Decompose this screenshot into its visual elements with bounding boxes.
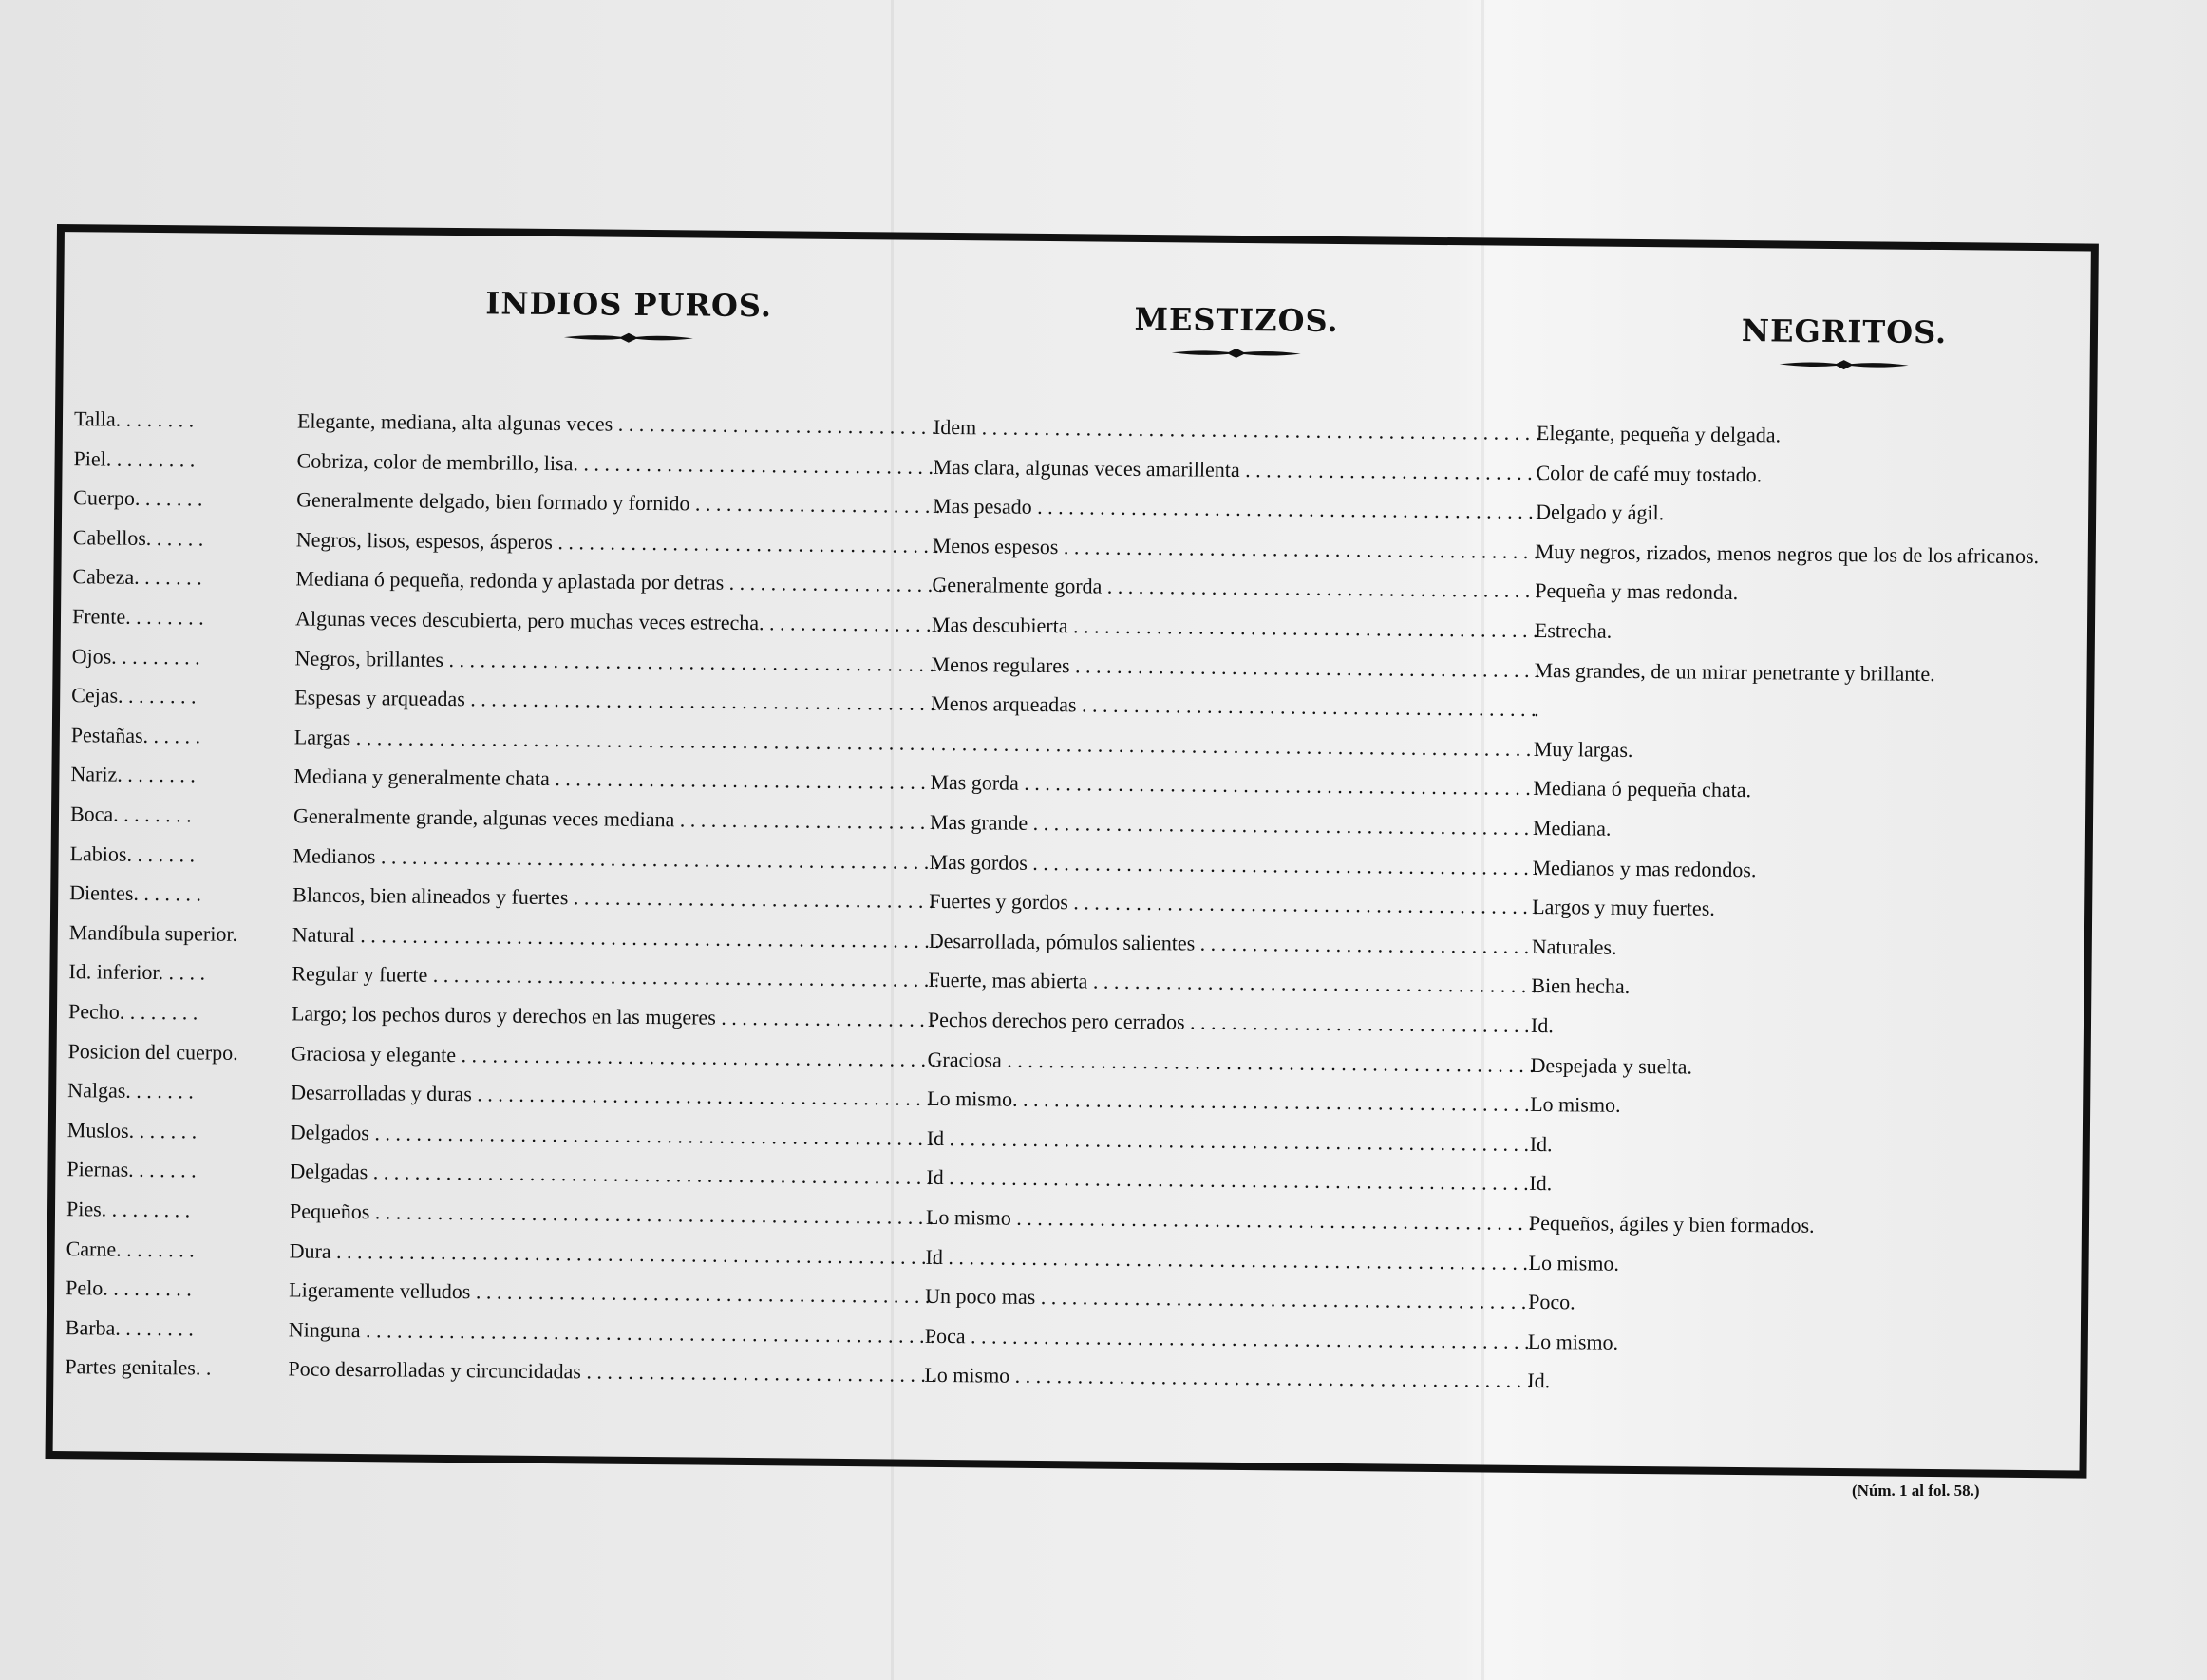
row-label: Partes genitales. .	[65, 1354, 212, 1381]
cell-indios-puros: Ligeramente velludos . . .	[289, 1276, 934, 1312]
cell-negritos: Lo mismo.	[1527, 1329, 1619, 1354]
table-row	[73, 523, 2067, 571]
row-label: Frente. . . . . . . .	[71, 604, 204, 630]
cell-negritos: Estrecha.	[1534, 617, 1613, 643]
table-row	[71, 642, 2066, 689]
cell-indios-puros: Largas . . .	[294, 723, 940, 758]
cell-indios-puros: Negros, lisos, espesos, ásperos . . .	[296, 525, 942, 560]
table-row	[73, 444, 2067, 492]
row-label: Cuerpo. . . . . . .	[73, 485, 203, 511]
table-row	[68, 997, 2063, 1045]
cell-mestizos: Id . . .	[925, 1242, 1533, 1276]
cell-indios-puros: Ninguna . . .	[289, 1315, 934, 1350]
cell-indios-puros: Espesas y arqueadas . . .	[294, 684, 940, 719]
cell-negritos: Id.	[1527, 1369, 1551, 1393]
heading-negritos: NEGRITOS.	[1741, 312, 1948, 351]
table-row	[66, 1195, 2061, 1242]
cell-negritos: Mas grandes, de un mirar penetrante y brillante.	[1534, 657, 1935, 686]
table-frame	[46, 224, 2099, 1479]
table-row	[68, 958, 2063, 1006]
table-row	[71, 721, 2066, 768]
cell-negritos: Id.	[1530, 1012, 1554, 1038]
table-row	[71, 681, 2066, 728]
cell-mestizos: Lo mismo . . .	[926, 1203, 1534, 1237]
row-label: Cabeza. . . . . . .	[72, 564, 202, 590]
row-label: Id. inferior. . . . .	[68, 959, 206, 985]
folio-note: (Núm. 1 al fol. 58.)	[1852, 1482, 1980, 1500]
cell-mestizos	[931, 729, 1538, 764]
cell-mestizos: Menos arqueadas . . .	[931, 689, 1538, 724]
cell-negritos: Color de café muy tostado.	[1536, 460, 1763, 486]
cell-mestizos: Mas pesado . . .	[933, 492, 1540, 526]
cell-negritos: Mediana.	[1532, 815, 1612, 840]
cell-mestizos: Id . . .	[926, 1163, 1534, 1198]
cell-negritos: Muy largas.	[1533, 736, 1633, 762]
cell-negritos: Medianos y mas redondos.	[1532, 855, 1757, 881]
cell-mestizos: Mas descubierta . . .	[932, 611, 1539, 645]
cell-indios-puros: Elegante, mediana, alta algunas veces . . .	[297, 406, 943, 442]
row-label: Carne. . . . . . . .	[66, 1236, 195, 1262]
cell-indios-puros: Mediana y generalmente chata . . .	[293, 763, 939, 798]
row-label: Labios. . . . . . .	[69, 840, 196, 867]
cell-indios-puros: Natural . . .	[292, 920, 938, 955]
cell-indios-puros: Graciosa y elegante . . .	[291, 1039, 936, 1074]
flourish-ornament	[999, 342, 1474, 366]
table-row	[69, 878, 2064, 926]
cell-mestizos: Mas gordos . . .	[929, 847, 1537, 881]
row-label: Nariz. . . . . . . .	[70, 762, 196, 787]
heading-mestizos: MESTIZOS.	[1134, 300, 1339, 339]
row-label: Barba. . . . . . . .	[65, 1314, 194, 1341]
cell-negritos: Pequeños, ágiles y bien formados.	[1528, 1210, 1815, 1237]
cell-indios-puros: Pequeños . . .	[290, 1197, 935, 1232]
cell-negritos: .	[1534, 697, 1539, 722]
cell-mestizos: Poca . . .	[925, 1322, 1533, 1356]
cell-negritos: Mediana ó pequeña chata.	[1533, 776, 1752, 802]
cell-mestizos: Menos regulares . . .	[931, 650, 1538, 684]
cell-indios-puros: Largo; los pechos duros y derechos en las mugeres . . .	[292, 999, 937, 1034]
row-label: Piernas. . . . . . .	[66, 1157, 197, 1182]
cell-indios-puros: Poco desarrolladas y circuncidadas . . .	[288, 1355, 934, 1390]
cell-mestizos: Menos espesos . . .	[933, 532, 1540, 566]
row-label: Pelo. . . . . . . . .	[66, 1275, 192, 1301]
cell-indios-puros: Generalmente delgado, bien formado y fornido . . .	[296, 486, 942, 521]
cell-indios-puros: Medianos . . .	[292, 841, 938, 877]
table-row	[67, 1116, 2062, 1163]
flourish-ornament	[391, 326, 866, 349]
cell-mestizos: Mas grande . . .	[930, 808, 1537, 842]
cell-negritos: Id.	[1529, 1171, 1553, 1196]
cell-indios-puros: Desarrolladas y duras . . .	[291, 1079, 936, 1114]
heading-indios-puros: INDIOS PUROS.	[485, 285, 773, 325]
cell-mestizos: Id . . .	[927, 1124, 1535, 1159]
cell-mestizos: Un poco mas . . .	[925, 1282, 1533, 1316]
table-row	[67, 1037, 2062, 1085]
cell-indios-puros: Algunas veces descubierta, pero muchas veces estrecha. . . .	[295, 604, 941, 639]
table-row	[66, 1274, 2060, 1321]
row-label: Pies. . . . . . . . .	[66, 1197, 191, 1222]
row-label: Dientes. . . . . . .	[69, 880, 202, 906]
row-label: Cabellos. . . . . .	[72, 524, 204, 551]
cell-mestizos: Fuerte, mas abierta . . .	[928, 966, 1536, 1000]
cell-mestizos: Lo mismo . . .	[924, 1361, 1532, 1395]
cell-negritos: Pequeña y mas redonda.	[1535, 578, 1739, 605]
row-label: Ojos. . . . . . . . .	[71, 643, 200, 670]
cell-mestizos: Generalmente gorda . . .	[932, 571, 1539, 605]
row-label: Pecho. . . . . . . .	[67, 999, 198, 1025]
table-row	[69, 918, 2064, 966]
flourish-ornament	[1607, 353, 2082, 377]
cell-indios-puros: Negros, brillantes . . .	[294, 644, 940, 679]
table-row	[70, 761, 2065, 808]
row-label: Mandíbula superior.	[68, 919, 238, 946]
cell-negritos: Naturales.	[1531, 934, 1617, 959]
cell-mestizos: Lo mismo. . . .	[927, 1085, 1535, 1119]
table-row	[69, 840, 2064, 887]
cell-indios-puros: Delgadas . . .	[290, 1158, 935, 1193]
table-row	[70, 800, 2065, 847]
cell-mestizos: Pechos derechos pero cerrados . . .	[928, 1006, 1536, 1040]
cell-mestizos: Desarrollada, pómulos salientes . . .	[929, 927, 1537, 961]
cell-negritos: Muy negros, rizados, menos negros que los de los africanos.	[1535, 538, 2040, 568]
cell-negritos: Despejada y suelta.	[1530, 1052, 1693, 1079]
row-label: Piel. . . . . . . . .	[73, 445, 196, 471]
cell-negritos: Poco.	[1528, 1290, 1575, 1314]
row-label: Pestañas. . . . . .	[70, 722, 201, 748]
table-row	[73, 483, 2067, 531]
table-row	[66, 1235, 2061, 1282]
row-label: Boca. . . . . . . .	[69, 802, 192, 827]
cell-indios-puros: Cobriza, color de membrillo, lisa. . . .	[296, 446, 942, 481]
table-row	[66, 1313, 2060, 1361]
cell-indios-puros: Delgados . . .	[291, 1118, 936, 1153]
cell-negritos: Lo mismo.	[1530, 1092, 1621, 1118]
cell-negritos: Id.	[1529, 1131, 1553, 1156]
row-label: Posicion del cuerpo.	[67, 1038, 238, 1065]
cell-indios-puros: Regular y fuerte . . .	[292, 960, 937, 995]
cell-indios-puros: Blancos, bien alineados y fuertes . . .	[292, 881, 938, 916]
cell-mestizos: Graciosa . . .	[927, 1045, 1535, 1079]
row-label: Muslos. . . . . . .	[66, 1117, 198, 1143]
cell-negritos: Largos y muy fuertes.	[1532, 895, 1715, 920]
table-row	[65, 1353, 2059, 1401]
table-row	[67, 1076, 2062, 1123]
row-label: Talla. . . . . . . .	[73, 406, 195, 432]
cell-negritos: Elegante, pequeña y delgada.	[1536, 420, 1782, 447]
table-row	[66, 1156, 2061, 1203]
cell-indios-puros: Mediana ó pequeña, redonda y aplastada por detras . . .	[295, 565, 941, 600]
cell-negritos: Bien hecha.	[1531, 973, 1631, 999]
table-row	[72, 602, 2066, 650]
cell-negritos: Lo mismo.	[1528, 1250, 1620, 1275]
cell-mestizos: Mas gorda . . .	[930, 768, 1537, 802]
table-row	[74, 405, 2068, 452]
cell-negritos: Delgado y ágil.	[1536, 500, 1665, 525]
cell-indios-puros: Generalmente grande, algunas veces mediana . . .	[293, 802, 939, 837]
cell-mestizos: Fuertes y gordos . . .	[929, 887, 1537, 921]
row-label: Cejas. . . . . . . .	[71, 683, 197, 708]
cell-mestizos: Idem . . .	[934, 413, 1541, 447]
cell-mestizos: Mas clara, algunas veces amarillenta . . .	[933, 452, 1540, 486]
row-label: Nalgas. . . . . . .	[67, 1078, 194, 1104]
table-row	[72, 563, 2066, 611]
cell-indios-puros: Dura . . .	[289, 1236, 934, 1272]
